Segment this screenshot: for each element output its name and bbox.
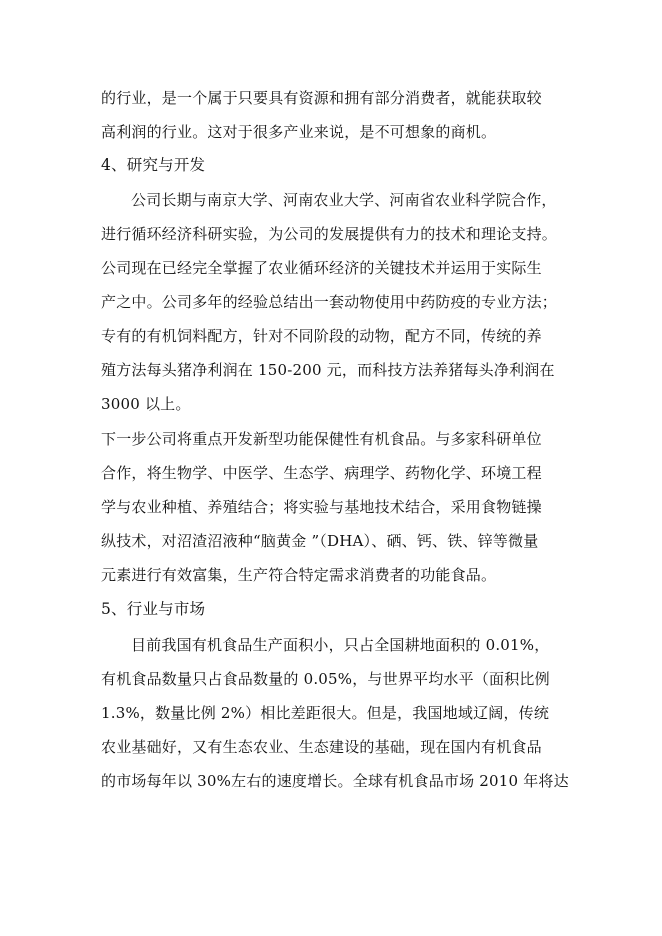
paragraph-line: 元素进行有效富集，生产符合特定需求消费者的功能食品。 — [101, 566, 497, 584]
paragraph-line: 3000 以上。 — [101, 395, 191, 413]
paragraph-line: 专有的有机饲料配方，针对不同阶段的动物，配方不同，传统的养 — [101, 327, 542, 345]
section-heading-5: 5、行业与市场 — [101, 600, 206, 618]
paragraph-line: 学与农业种植、养殖结合；将实验与基地技术结合，采用食物链操 — [101, 498, 542, 516]
section-heading-4: 4、研究与开发 — [101, 156, 206, 174]
paragraph-line: 产之中。公司多年的经验总结出一套动物使用中药防疫的专业方法； — [101, 293, 558, 311]
paragraph-line: 公司现在已经完全掌握了农业循环经济的关键技术并运用于实际生 — [101, 259, 542, 277]
paragraph-line: 合作，将生物学、中医学、生态学、病理学、药物化学、环境工程 — [101, 464, 542, 482]
paragraph-line: 农业基础好，又有生态农业、生态建设的基础，现在国内有机食品 — [101, 738, 542, 756]
paragraph-line: 殖方法每头猪净利润在 150-200 元，而科技方法养猪每头净利润在 — [101, 361, 555, 379]
paragraph-line: 下一步公司将重点开发新型功能保健性有机食品。与多家科研单位 — [101, 430, 542, 448]
paragraph-line: 公司长期与南京大学、河南农业大学、河南省农业科学院合作， — [131, 191, 557, 209]
paragraph-line: 的行业，是一个属于只要具有资源和拥有部分消费者，就能获取较 — [101, 89, 542, 107]
paragraph-line: 的市场每年以 30%左右的速度增长。全球有机食品市场 2010 年将达 — [101, 772, 569, 790]
paragraph-line: 1.3%，数量比例 2%）相比差距很大。但是，我国地域辽阔，传统 — [101, 704, 550, 722]
paragraph-line: 纵技术，对沼渣沼液种“脑黄金 ”（DHA）、硒、钙、铁、锌等微量 — [101, 532, 539, 550]
paragraph-line: 有机食品数量只占食品数量的 0.05%，与世界平均水平（面积比例 — [101, 670, 550, 688]
paragraph-line: 高利润的行业。这对于很多产业来说，是不可想象的商机。 — [101, 123, 497, 141]
paragraph-line: 进行循环经济科研实验，为公司的发展提供有力的技术和理论支持。 — [101, 225, 558, 243]
paragraph-line: 目前我国有机食品生产面积小，只占全国耕地面积的 0.01%， — [131, 636, 550, 654]
